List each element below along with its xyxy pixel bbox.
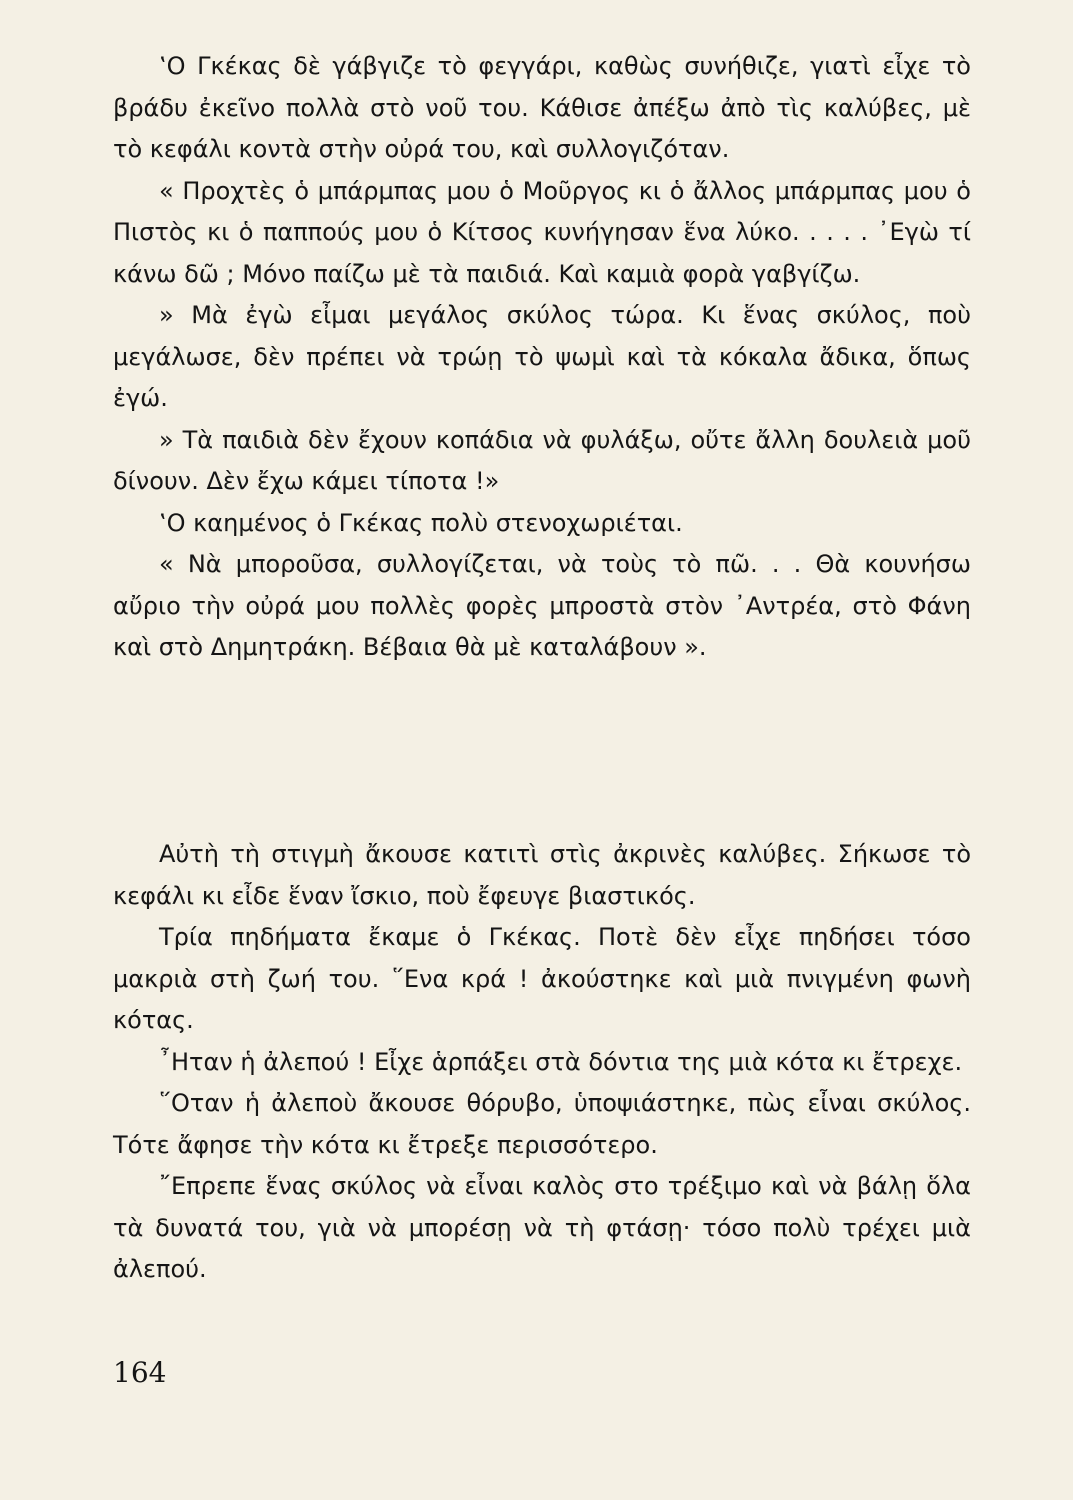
paragraph: « Νὰ μποροῦσα, συλλογίζεται, νὰ τοὺς τὸ πῶ. . . Θὰ κουνήσω αὔριο τὴν οὐρά μου πολλὲς φορὲς μπροστὰ στὸν ᾿Αντρέα, στὸ Φάνη καὶ στὸ Δημητράκη. Βέβαια θὰ μὲ καταλάβουν ».: [113, 550, 971, 661]
page-number: 164: [113, 1356, 167, 1389]
text-section-top: [113, 46, 971, 669]
paragraph: ῏Ηταν ἡ ἀλεπού ! Εἶχε ἁρπάξει στὰ δόντια της μιὰ κότα κι ἔτρεχε.: [159, 1047, 963, 1076]
paragraph: Τρία πηδήματα ἔκαμε ὁ Γκέκας. Ποτὲ δὲν εἶχε πηδήσει τόσο μακριὰ στὴ ζωή του. ῞Ενα κρά ! ἀκούστηκε καὶ μιὰ πνιγμένη φωνὴ κότας.: [113, 923, 971, 1034]
paragraph: ῎Επρεπε ἕνας σκύλος νὰ εἶναι καλὸς στο τρέξιμο καὶ νὰ βάλῃ ὅλα τὰ δυνατά του, γιὰ νὰ μπορέσῃ νὰ τὴ φτάσῃ· τόσο πολὺ τρέχει μιὰ ἀλεπού.: [113, 1172, 971, 1283]
text-section-bottom: [113, 834, 971, 1291]
paragraph: ‛Ο καημένος ὁ Γκέκας πολὺ στενοχωριέται.: [159, 508, 683, 537]
paragraph: ῞Οταν ἡ ἀλεποὺ ἄκουσε θόρυβο, ὑποψιάστηκε, πὼς εἶναι σκύλος. Τότε ἄφησε τὴν κότα κι ἔτρεξε περισσότερο.: [113, 1089, 971, 1159]
paragraph: » Τὰ παιδιὰ δὲν ἔχουν κοπάδια νὰ φυλάξω, οὔτε ἄλλη δουλειὰ μοῦ δίνουν. Δὲν ἔχω κάμει τίποτα !»: [113, 425, 971, 495]
paragraph: ‛Ο Γκέκας δὲ γάβγιζε τὸ φεγγάρι, καθὼς συνήθιζε, γιατὶ εἶχε τὸ βράδυ ἐκεῖνο πολλὰ στὸ νοῦ του. Κάθισε ἀπέξω ἀπὸ τὶς καλύβες, μὲ τὸ κεφάλι κοντὰ στὴν οὐρά του, καὶ συλλογιζόταν.: [113, 52, 971, 163]
paragraph: « Προχτὲς ὁ μπάρμπας μου ὁ Μοῦργος κι ὁ ἄλλος μπάρμπας μου ὁ Πιστὸς κι ὁ παππούς μου ὁ Κίτσος κυνήγησαν ἕνα λύκο. . . . . ᾿Εγὼ τί κάνω δῶ ; Μόνο παίζω μὲ τὰ παιδιά. Καὶ καμιὰ φορὰ γαβγίζω.: [113, 176, 971, 288]
paragraph: Αὐτὴ τὴ στιγμὴ ἄκουσε κατιτὶ στὶς ἀκρινὲς καλύβες. Σήκωσε τὸ κεφάλι κι εἶδε ἕναν ἴσκιο, ποὺ ἔφευγε βιαστικός.: [113, 840, 971, 910]
paragraph: » Μὰ ἐγὼ εἶμαι μεγάλος σκύλος τώρα. Κι ἕνας σκύλος, ποὺ μεγάλωσε, δὲν πρέπει νὰ τρώῃ τὸ ψωμὶ καὶ τὰ κόκαλα ἄδικα, ὅπως ἐγώ.: [113, 301, 971, 412]
